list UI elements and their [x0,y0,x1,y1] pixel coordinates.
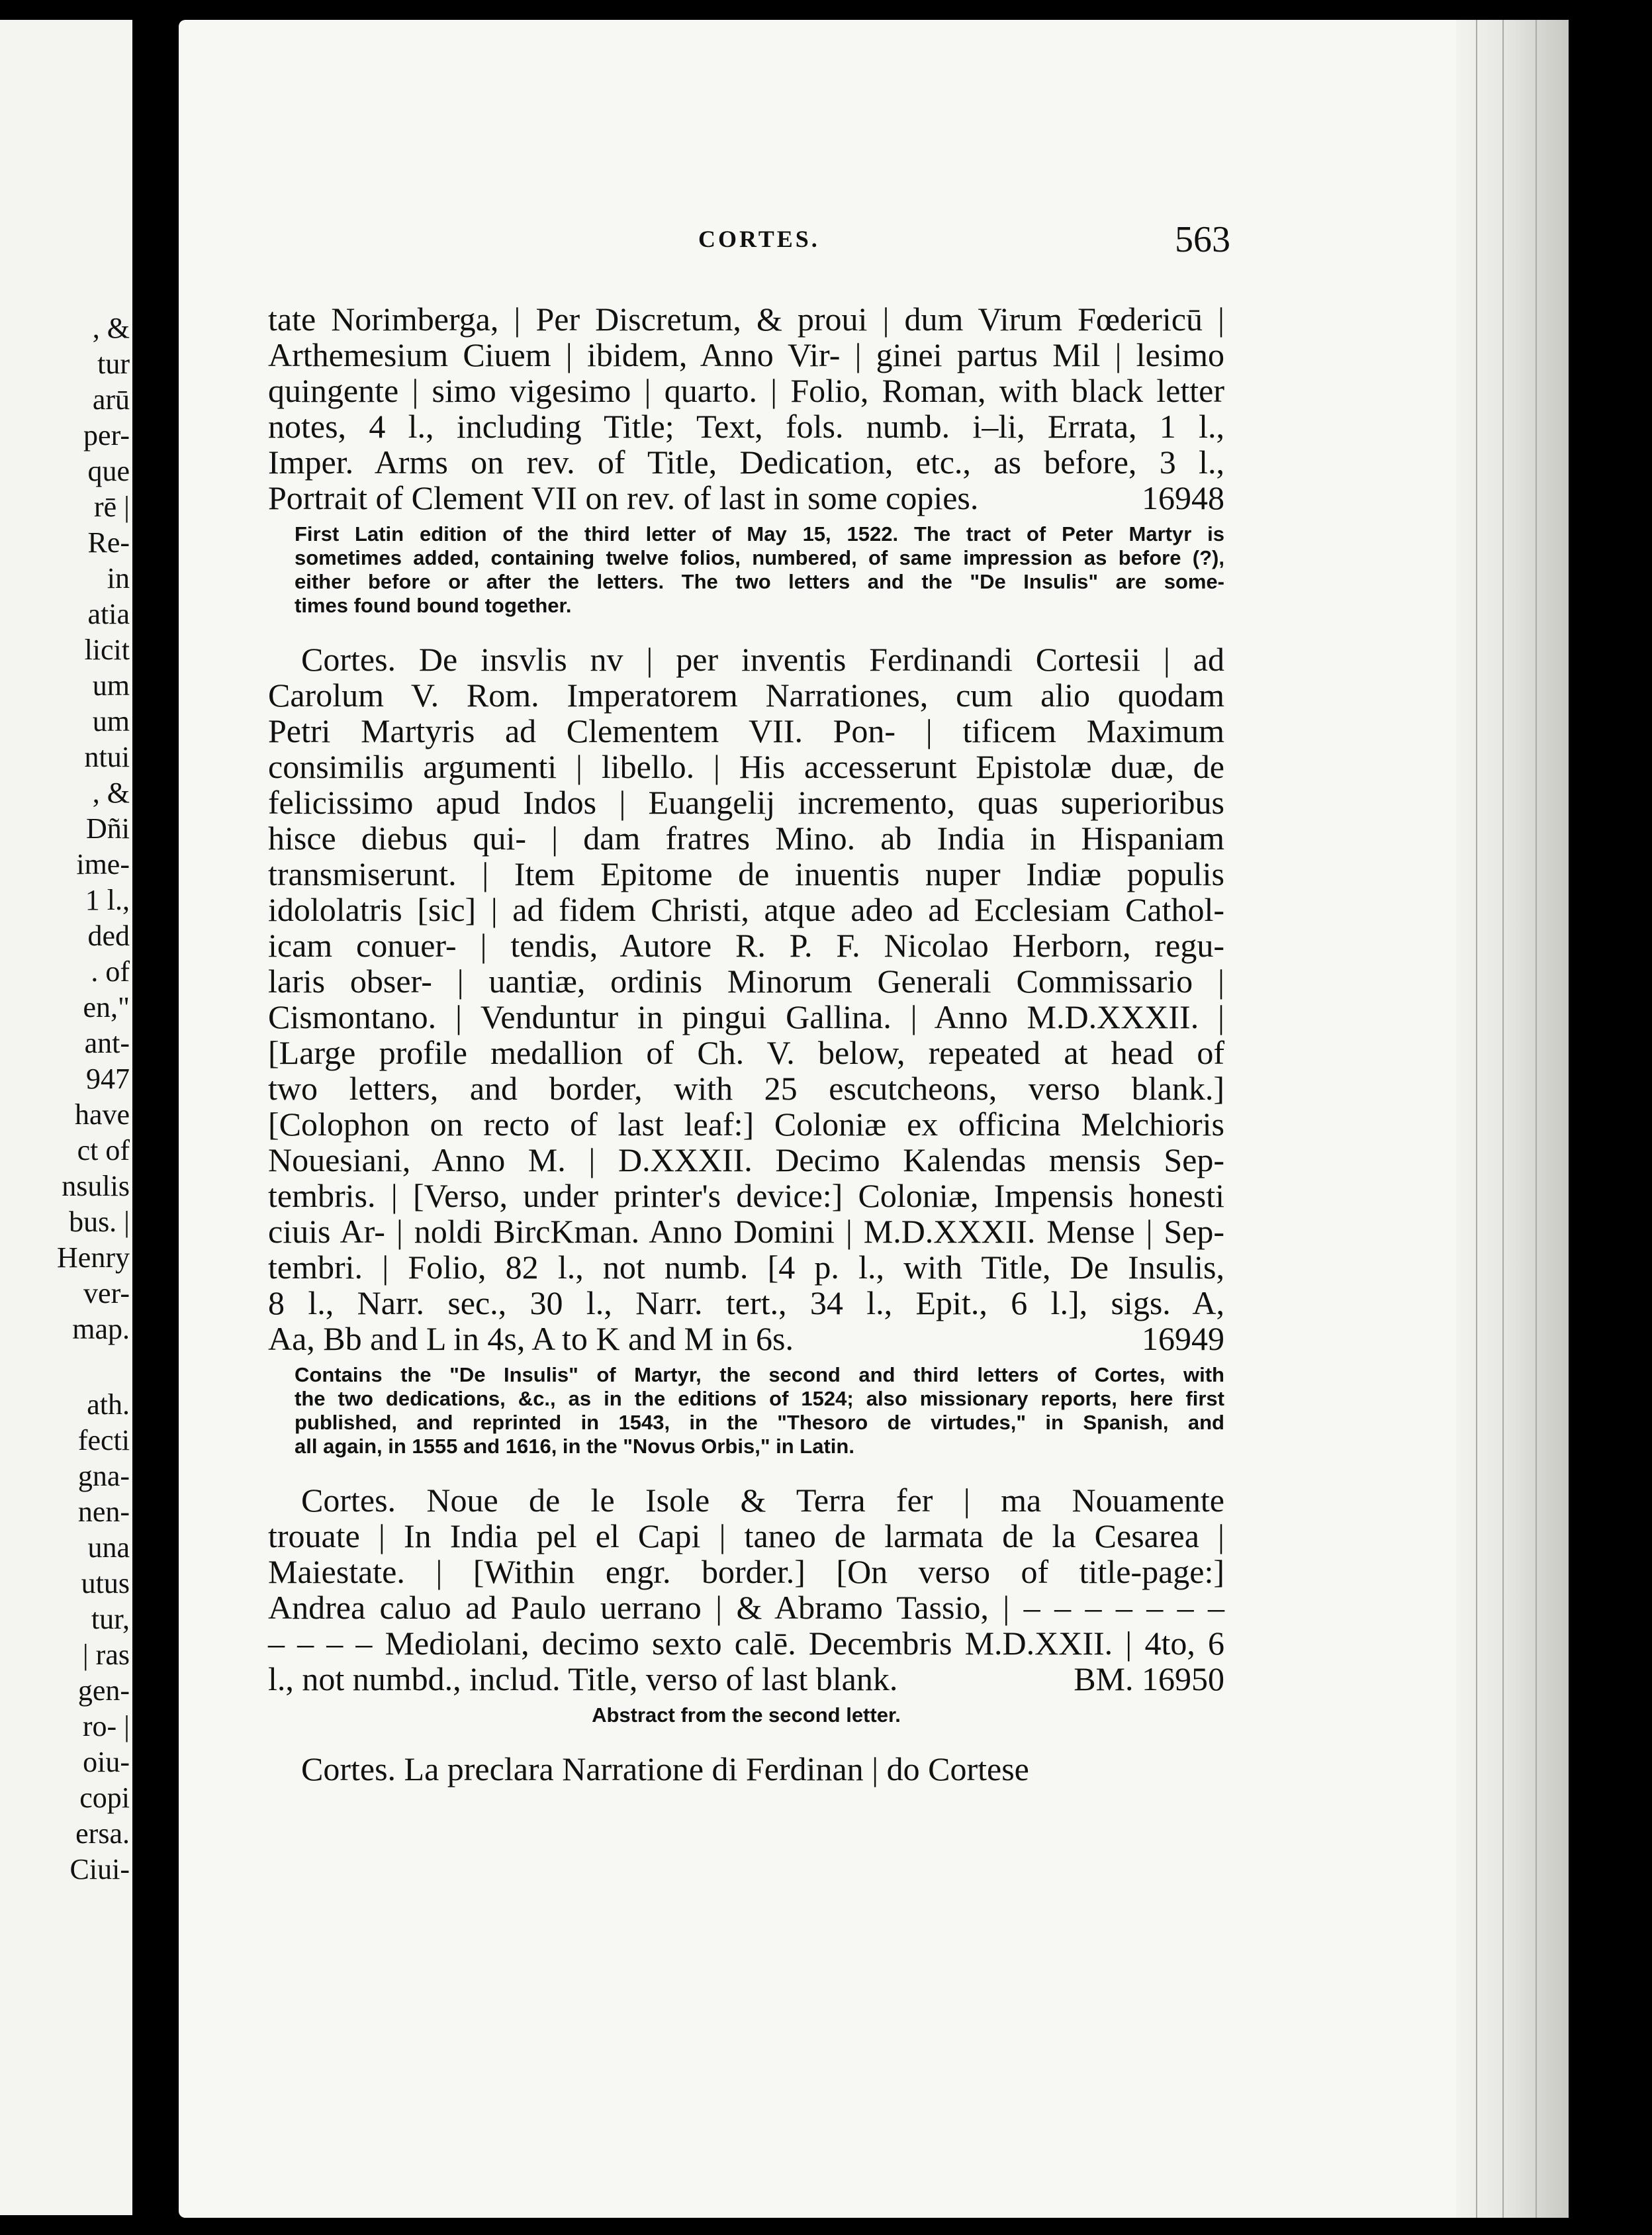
margin-fragment: um [92,669,130,702]
entry-line: idololatris [sic] | ad fidem Christi, atque adeo ad Ecclesiam Cathol- [268,891,1224,928]
margin-fragment: en," [83,991,130,1023]
entry-line: Maiestate. | [Within engr. border.] [On verso of title-page:] [268,1553,1224,1590]
note-line: the two dedications, &c., as in the editions of 1524; also missionary reports, here first [295,1387,1224,1410]
entry-line: Petri Martyris ad Clementem VII. Pon- | tificem Maximum [268,712,1224,749]
margin-fragment: 947 [86,1063,130,1095]
entry-line: hisce diebus qui- | dam fratres Mino. ab India in Hispaniam [268,820,1224,857]
margin-fragment: utus [81,1567,130,1599]
note-line: Contains the "De Insulis" of Martyr, the second and third letters of Cortes, with [295,1363,1224,1386]
entry-line: laris obser- | uantiæ, ordinis Minorum Generali Commissario | [268,963,1224,1000]
entry-line: Arthemesium Ciuem | ibidem, Anno Vir- | ginei partus Mil | lesimo [268,336,1224,373]
page-edge [1456,20,1569,2218]
entry-line: Nouesiani, Anno M. | D.XXXII. Decimo Kalendas mensis Sep- [268,1141,1224,1178]
entry-line: ciuis Ar- | noldi BircKman. Anno Domini | M.D.XXXII. Mense | Sep- [268,1213,1224,1250]
margin-fragment: que [87,455,130,487]
margin-fragment: tur [97,348,130,380]
margin-fragment: rē | [94,491,130,523]
scan-border [1569,0,1652,2235]
entry-line: Imper. Arms on rev. of Title, Dedication, etc., as before, 3 l., [268,444,1224,481]
entry-note [268,1363,1224,1458]
entry-line: consimilis argumenti | libello. | His accesserunt Epistolæ duæ, de [268,748,1224,785]
entry-last-text: Portrait of Clement VII on rev. of last in some copies. [268,479,979,516]
catalogue-number: BM. 16950 [1074,1660,1224,1697]
margin-fragment: tur, [91,1603,130,1635]
entry-line: trouate | In India pel el Capi | taneo de larmata de la Cesarea | [268,1517,1224,1554]
page-number: 563 [1175,219,1230,260]
margin-fragment: nen- [77,1496,130,1528]
entry-line: Cismontano. | Venduntur in pingui Gallina. | Anno M.D.XXXII. | [268,998,1224,1035]
entry-line: icam conuer- | tendis, Autore R. P. F. Nicolao Herborn, regu- [268,927,1224,964]
margin-fragment: atia [87,598,130,630]
margin-fragment: ime- [76,848,130,880]
entry-line: [Colophon on recto of last leaf:] Coloniæ ex officina Melchioris [268,1106,1224,1143]
entry-line: notes, 4 l., including Title; Text, fols. numb. i–li, Errata, 1 l., [268,408,1224,445]
margin-fragment: , & [92,312,130,344]
entry-line: 8 l., Narr. sec., 30 l., Narr. tert., 34 l., Epit., 6 l.], sigs. A, [268,1284,1224,1321]
margin-fragment: ntui [84,741,130,773]
entry-line: tembris. | [Verso, under printer's device:] Coloniæ, Impensis honesti [268,1177,1224,1214]
margin-fragment: um [92,705,130,737]
margin-fragment: una [87,1531,130,1564]
entry-last-line [268,1661,1224,1697]
entry-16949 [268,642,1224,1458]
margin-fragment: map. [72,1313,130,1345]
note-line: times found bound together. [295,594,572,617]
entry-last-line [268,480,1224,516]
margin-fragment: ver- [83,1277,130,1309]
entry-line: tate Norimberga, | Per Discretum, & proui | dum Virum Fœdericū | [268,301,1224,338]
entry-last-text: l., not numbd., includ. Title, verso of last blank. [268,1660,898,1697]
entry-line: two letters, and border, with 25 escutcheons, verso blank.] [268,1070,1224,1107]
note-line: sometimes added, containing twelve folios, numbered, of same impression as before (?), [295,546,1224,569]
page-text [268,301,1224,1787]
note-line: all again, in 1555 and 1616, in the "Novus Orbis," in Latin. [295,1435,854,1458]
margin-fragment: gna- [77,1460,130,1492]
entry-note [268,522,1224,618]
entry-last-text: Aa, Bb and L in 4s, A to K and M in 6s. [268,1320,794,1357]
entry-line: – – – – Mediolani, decimo sexto calē. Decembris M.D.XXII. | 4to, 6 [268,1625,1224,1662]
entry-line: Cortes. De insvlis nv | per inventis Ferdinandi Cortesii | ad [301,641,1224,678]
margin-fragment: oiu- [83,1746,130,1778]
margin-fragment: per- [83,419,130,452]
margin-fragment: fecti [77,1424,130,1456]
catalogue-number: 16948 [1142,479,1224,516]
margin-fragment: 1 l., [85,884,130,916]
entry-line: quingente | simo vigesimo | quarto. | Folio, Roman, with black letter [268,372,1224,409]
entry-16948 [268,301,1224,618]
book-gutter [132,0,185,2235]
margin-fragment: ded [87,920,130,952]
margin-fragment: . of [91,955,130,988]
entry-last-line [268,1321,1224,1356]
margin-fragment: licit [84,634,130,666]
margin-fragment: nsulis [62,1170,130,1202]
catalogue-number: 16949 [1142,1320,1224,1357]
entry-line: felicissimo apud Indos | Euangelij incremento, quas superioribus [268,784,1224,821]
entry-cortes-narratione [268,1751,1224,1787]
entry-line: Andrea caluo ad Paulo uerrano | & Abramo Tassio, | – – – – – – – [268,1589,1224,1626]
entry-note: Abstract from the second letter. [592,1703,901,1727]
margin-fragment: Ciui- [69,1853,130,1885]
entry-line: Cortes. Noue de le Isole & Terra fer | ma Nouamente [301,1482,1224,1519]
margin-fragment: have [74,1098,130,1131]
left-page-fragment [0,20,132,2215]
margin-fragment: ant- [84,1027,130,1059]
margin-fragment: copi [79,1782,130,1814]
margin-fragment: ro- | [82,1710,130,1742]
entry-line: Cortes. La preclara Narratione di Ferdinan | do Cortese [301,1750,1029,1787]
margin-fragment: gen- [77,1674,130,1707]
entry-line: transmiserunt. | Item Epitome de inuentis nuper Indiæ populis [268,855,1224,892]
margin-fragment: in [107,562,130,594]
margin-fragment: bus. | [69,1206,130,1238]
note-line: First Latin edition of the third letter of May 15, 1522. The tract of Peter Martyr is [295,522,1224,546]
entry-16950 [268,1482,1224,1727]
note-line: either before or after the letters. The two letters and the "De Insulis" are some- [295,570,1224,593]
margin-fragment: | ras [82,1639,130,1671]
margin-fragment: ct of [77,1134,130,1166]
entry-line: [Large profile medallion of Ch. V. below, repeated at head of [268,1034,1224,1071]
margin-fragment: ath. [87,1388,130,1421]
entry-line: tembri. | Folio, 82 l., not numb. [4 p. l., with Title, De Insulis, [268,1249,1224,1286]
margin-fragment: Henry [57,1241,130,1274]
margin-fragment: Re- [87,526,130,559]
margin-fragment: , & [92,777,130,809]
entry-line: Carolum V. Rom. Imperatorem Narrationes, cum alio quodam [268,677,1224,714]
margin-fragment: ersa. [75,1817,130,1850]
note-line: published, and reprinted in 1543, in the "Thesoro de virtudes," in Spanish, and [295,1411,1224,1434]
margin-fragment: arū [92,383,130,416]
margin-fragment: Dñi [86,812,130,845]
running-head: CORTES. [698,226,820,252]
